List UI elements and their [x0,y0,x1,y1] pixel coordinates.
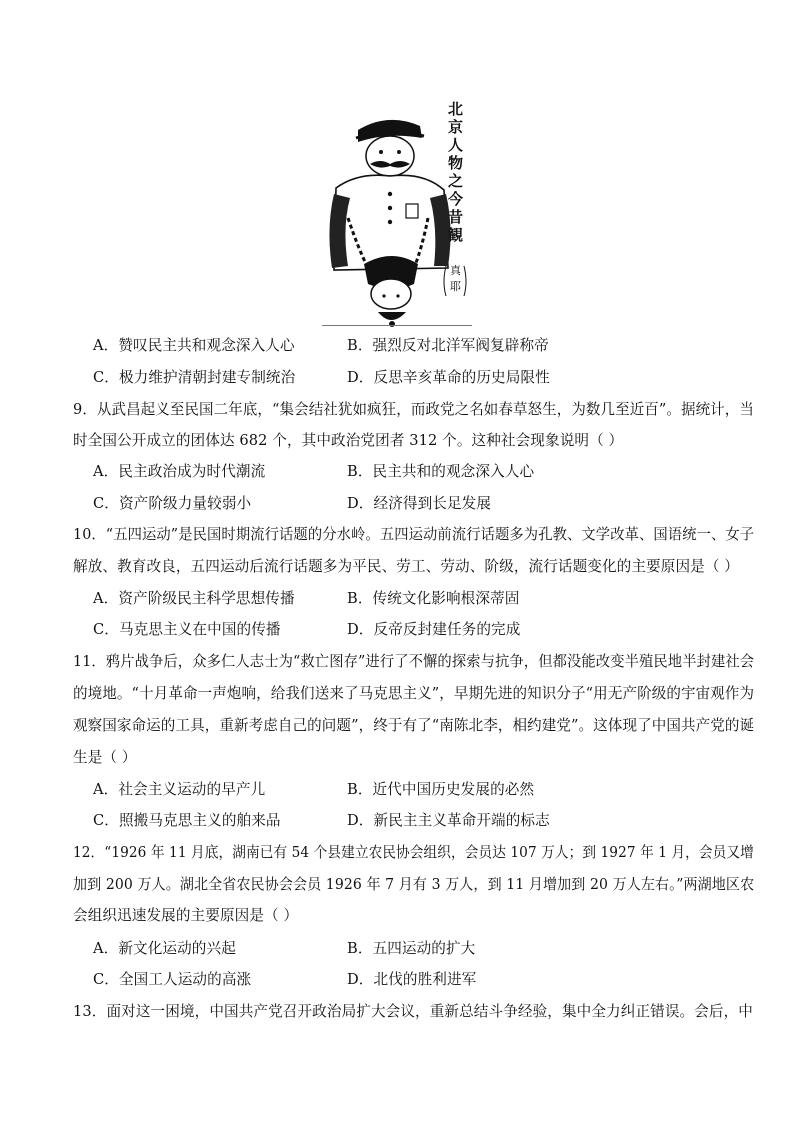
q11-stem-line-4: 生是（ ） [73,749,137,766]
q13-stem-line-1: 13．面对这一困境，中国共产党召开政治局扩大会议，重新总结斗争经验，集中全力纠正错误。会后，中 [73,1003,753,1020]
q9-option-a[interactable]: A．民主政治成为时代潮流 [93,463,266,480]
cartoon-signature-1: 真 [450,264,461,277]
cartoon-caption-char-2: 京 [448,118,464,136]
q11-option-b[interactable]: B．近代中国历史发展的必然 [347,781,535,798]
q8-option-c[interactable]: C．极力维护清朝封建专制统治 [93,369,296,386]
cartoon-illustration [318,98,478,328]
q10-option-a[interactable]: A．资产阶级民主科学思想传播 [93,590,295,607]
q10-stem-line-1: 10．“五四运动”是民国时期流行话题的分水岭。五四运动前流行话题多为孔教、文学改革、国语统一、女子 [73,526,755,543]
q12-stem-line-2: 加到 200 万人。湖北全省农民协会会员 1926 年 7 月有 3 万人，到 11 月增加到 20 万人左右。”两湖地区农 [73,876,755,893]
q8-option-b[interactable]: B．强烈反对北洋军阀复辟称帝 [347,337,549,354]
q12-option-a[interactable]: A．新文化运动的兴起 [93,940,236,957]
q8-option-d[interactable]: D．反思辛亥革命的历史局限性 [347,369,550,386]
cartoon-caption-char-3: 人 [448,136,464,154]
q10-option-b[interactable]: B．传统文化影响根深蒂固 [347,590,520,607]
q9-option-d[interactable]: D．经济得到长足发展 [347,495,492,512]
q11-stem-line-2: 的境地。“十月革命一声炮响，给我们送来了马克思主义”，早期先进的知识分子“用无产阶级的宇宙观作为 [73,685,755,702]
cartoon-caption-char-4: 物 [448,154,464,172]
q12-stem-line-1: 12．“1926 年 11 月底，湖南已有 54 个县建立农民协会组织，会员达 107 万人；到 1927 年 1 月，会员又增 [73,844,754,861]
q12-option-d[interactable]: D．北伐的胜利进军 [347,971,477,988]
q10-option-c[interactable]: C．马克思主义在中国的传播 [93,621,281,638]
q9-stem-line-1: 9．从武昌起义至民国二年底，“集会结社犹如疯狂，而政党之名如春草怒生，为数几至近百”。据统计，当 [73,401,754,418]
cartoon-caption-char-7: 昔 [448,208,464,226]
q9-option-b[interactable]: B．民主共和的观念深入人心 [347,463,535,480]
cartoon-caption-char-6: 今 [448,190,464,208]
q11-option-c[interactable]: C．照搬马克思主义的舶来品 [93,812,281,829]
q11-option-a[interactable]: A．社会主义运动的早产儿 [93,781,266,798]
cartoon-caption-char-1: 北 [448,100,464,118]
warlord-cartoon-image [318,98,478,328]
q9-option-c[interactable]: C．资产阶级力量较弱小 [93,495,252,512]
cartoon-baseline-divider [322,325,472,326]
q12-option-b[interactable]: B．五四运动的扩大 [347,940,476,957]
cartoon-caption-char-8: 観 [448,226,464,244]
q12-stem-line-3: 会组织迅速发展的主要原因是（ ） [73,907,299,924]
cartoon-caption-char-5: 之 [448,172,464,190]
q8-option-a[interactable]: A．赞叹民主共和观念深入人心 [93,337,295,354]
q10-option-d[interactable]: D．反帝反封建任务的完成 [347,621,521,638]
cartoon-signature-2: 耶 [450,280,461,293]
q10-stem-line-2: 解放、教育改良，五四运动后流行话题多为平民、劳工、劳动、阶级，流行话题变化的主要原因是（ ） [73,558,739,575]
q11-option-d[interactable]: D．新民主主义革命开端的标志 [347,812,550,829]
q11-stem-line-1: 11．鸦片战争后，众多仁人志士为“救亡图存”进行了不懈的探索与抗争，但都没能改变半殖民地半封建社会 [73,653,755,670]
q12-option-c[interactable]: C．全国工人运动的高涨 [93,971,252,988]
q11-stem-line-3: 观察国家命运的工具，重新考虑自己的问题”，终于有了“南陈北李，相约建党”。这体现了中国共产党的诞 [73,717,755,734]
q9-stem-line-2: 时全国公开成立的团体达 682 个，其中政治党团者 312 个。这种社会现象说明（ ） [73,432,624,449]
